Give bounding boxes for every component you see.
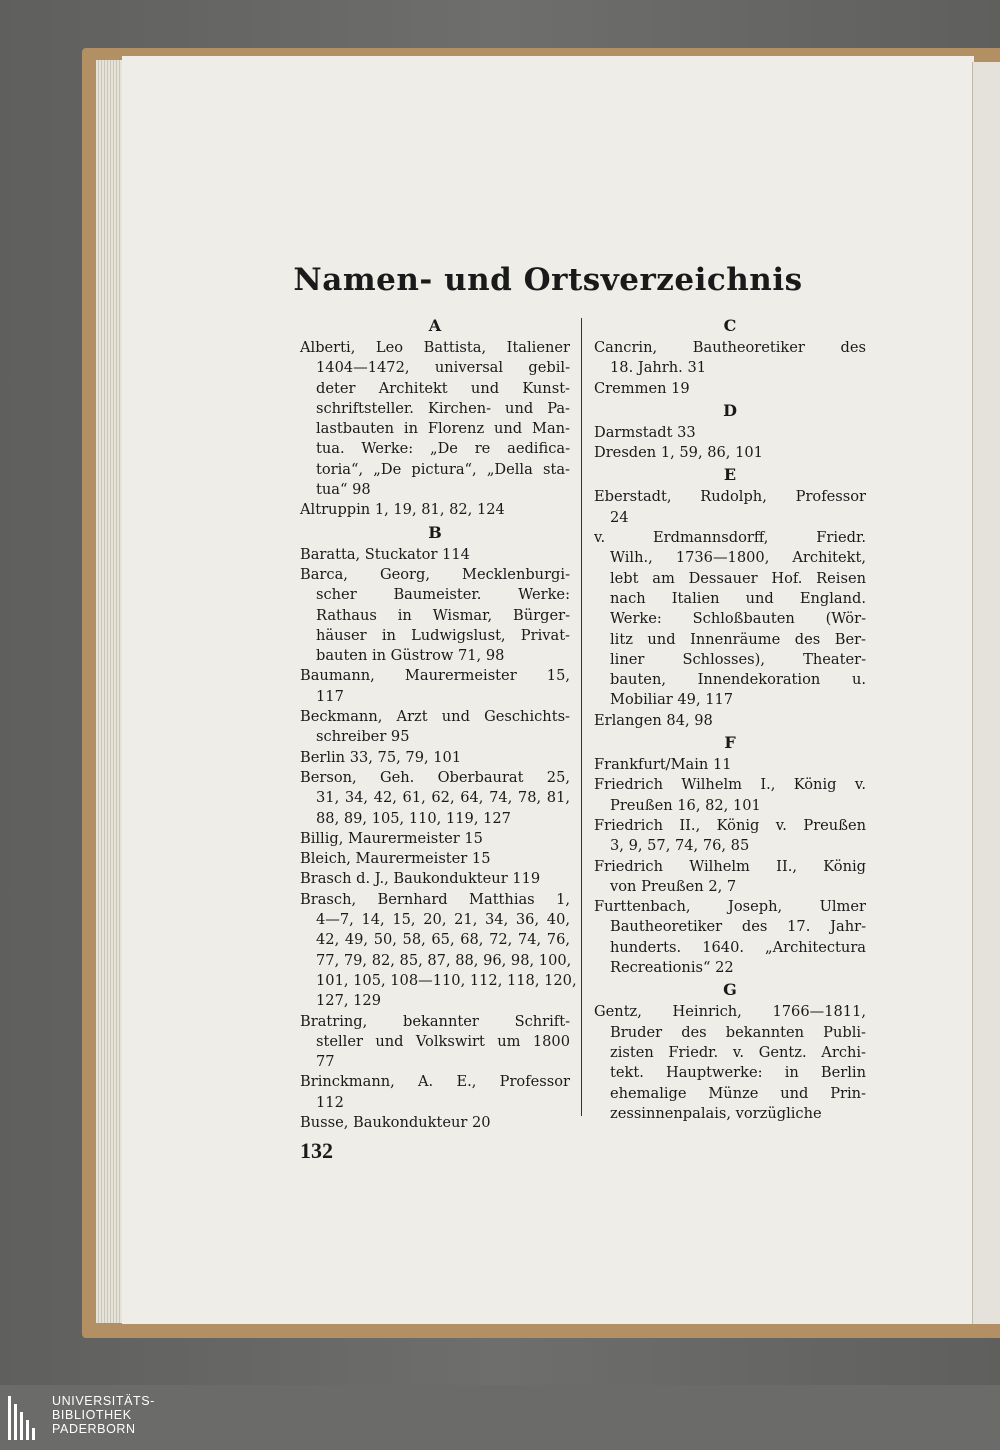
- entry-line: von Preußen 2, 7: [610, 877, 737, 895]
- entry-line: litz und Innenräume des Ber-: [610, 630, 866, 648]
- index-entry: [300, 545, 570, 565]
- entry-line: 4—7, 14, 15, 20, 21, 34, 36, 40,: [316, 911, 570, 929]
- entry-line: Werke: Schloßbauten (Wör-: [610, 610, 866, 628]
- index-entry: [300, 829, 570, 849]
- entry-line: Darmstadt 33: [594, 423, 696, 441]
- index-entry: [594, 443, 866, 463]
- index-entry: [594, 487, 866, 528]
- entry-line: tua“ 98: [316, 481, 371, 499]
- entry-line: tua. Werke: „De re aedifica-: [316, 440, 570, 458]
- index-entry: [594, 755, 866, 775]
- entry-line: 117: [316, 687, 344, 705]
- entry-line: Berson, Geh. Oberbaurat 25,: [300, 768, 570, 786]
- entry-line: Friedrich Wilhelm I., König v.: [594, 776, 866, 794]
- library-logo-line: BIBLIOTHEK: [52, 1408, 132, 1422]
- entry-line: Friedrich Wilhelm II., König: [594, 857, 866, 875]
- entry-line: Gentz, Heinrich, 1766—1811,: [594, 1003, 866, 1021]
- index-entry: [300, 500, 570, 520]
- index-entry: [300, 1113, 570, 1133]
- entry-line: Cremmen 19: [594, 379, 690, 397]
- index-entry: [594, 379, 866, 399]
- entry-line: tekt. Hauptwerke: in Berlin: [610, 1064, 866, 1082]
- entry-line: 77: [316, 1053, 335, 1071]
- section-letter: B: [428, 522, 442, 542]
- entry-line: Wilh., 1736—1800, Architekt,: [610, 549, 866, 567]
- entry-line: Frankfurt/Main 11: [594, 756, 732, 774]
- index-heading: Namen- und Ortsverzeichnis: [293, 262, 803, 298]
- entry-line: scher Baumeister. Werke:: [316, 586, 570, 604]
- entry-line: Brasch, Bernhard Matthias 1,: [300, 890, 570, 908]
- entry-line: bauten in Güstrow 71, 98: [316, 647, 505, 665]
- index-entry: [594, 857, 866, 898]
- index-entry: [300, 707, 570, 748]
- entry-line: schreiber 95: [316, 728, 410, 746]
- entry-line: 88, 89, 105, 110, 119, 127: [316, 809, 511, 827]
- entry-line: Billig, Maurermeister 15: [300, 829, 483, 847]
- entry-line: Brasch d. J., Baukondukteur 119: [300, 870, 541, 888]
- entry-line: Preußen 16, 82, 101: [610, 796, 761, 814]
- entry-line: 3, 9, 57, 74, 76, 85: [610, 837, 750, 855]
- entry-line: lastbauten in Florenz und Man-: [316, 420, 570, 438]
- library-logo-icon: [8, 1396, 44, 1440]
- entry-line: Dresden 1, 59, 86, 101: [594, 444, 763, 462]
- index-entry: [300, 869, 570, 889]
- entry-line: lebt am Dessauer Hof. Reisen: [610, 569, 866, 587]
- entry-line: Barca, Georg, Mecklenburgi-: [300, 565, 570, 583]
- index-column-right: [594, 314, 866, 1124]
- section-letter: D: [723, 400, 737, 420]
- entry-line: Busse, Baukondukteur 20: [300, 1113, 491, 1131]
- index-entry: [594, 897, 866, 978]
- index-entry: [300, 666, 570, 707]
- entry-line: Bruder des bekannten Publi-: [610, 1023, 866, 1041]
- entry-line: 18. Jahrh. 31: [610, 359, 707, 377]
- index-entry: [594, 775, 866, 816]
- entry-line: Furttenbach, Joseph, Ulmer: [594, 898, 866, 916]
- entry-line: Friedrich II., König v. Preußen: [594, 816, 866, 834]
- facing-page-edge: [972, 62, 1000, 1324]
- index-entry: [300, 890, 577, 1012]
- entry-line: v. Erdmannsdorff, Friedr.: [594, 529, 866, 547]
- entry-line: Bratring, bekannter Schrift-: [300, 1012, 570, 1030]
- entry-line: schriftsteller. Kirchen- und Pa-: [316, 399, 570, 417]
- entry-line: liner Schlosses), Theater-: [610, 650, 866, 668]
- entry-line: Alberti, Leo Battista, Italiener: [300, 339, 570, 356]
- entry-line: häuser in Ludwigslust, Privat-: [316, 626, 570, 644]
- library-logo-text: [52, 1394, 155, 1436]
- entry-line: Cancrin, Bautheoretiker des: [594, 339, 866, 356]
- index-entry: [594, 423, 866, 443]
- entry-line: Bautheoretiker des 17. Jahr-: [610, 918, 866, 936]
- section-letter: F: [724, 733, 736, 753]
- entry-line: 24: [610, 508, 629, 526]
- library-logo-line: UNIVERSITÄTS-: [52, 1394, 155, 1408]
- entry-line: Eberstadt, Rudolph, Professor: [594, 488, 866, 506]
- entry-line: 1404—1472, universal gebil-: [316, 359, 570, 377]
- entry-line: Beckmann, Arzt und Geschichts-: [300, 708, 570, 726]
- index-entry: [594, 711, 866, 731]
- entry-line: 127, 129: [316, 992, 381, 1010]
- entry-line: 112: [316, 1093, 344, 1111]
- entry-line: Berlin 33, 75, 79, 101: [300, 748, 462, 766]
- entry-line: zisten Friedr. v. Gentz. Archi-: [610, 1043, 866, 1061]
- entry-line: steller und Volkswirt um 1800: [316, 1032, 570, 1050]
- section-letter: E: [723, 465, 737, 485]
- entry-line: 101, 105, 108—110, 112, 118, 120,: [316, 971, 577, 989]
- entry-line: Recreationis“ 22: [610, 959, 734, 977]
- section-letter: G: [723, 980, 737, 1000]
- index-entry: [300, 338, 570, 500]
- entry-line: 42, 49, 50, 58, 65, 68, 72, 74, 76,: [316, 931, 570, 949]
- entry-line: 77, 79, 82, 85, 87, 88, 96, 98, 100,: [316, 951, 572, 969]
- entry-line: Erlangen 84, 98: [594, 711, 713, 729]
- entry-line: deter Architekt und Kunst-: [316, 379, 570, 397]
- entry-line: Baratta, Stuckator 114: [300, 545, 470, 563]
- entry-line: hunderts. 1640. „Architectura: [610, 938, 866, 956]
- section-letter: C: [723, 316, 737, 335]
- entry-line: Altruppin 1, 19, 81, 82, 124: [300, 501, 505, 519]
- index-entry: [300, 849, 570, 869]
- index-entry: [300, 1012, 570, 1073]
- index-entry: [594, 1002, 866, 1124]
- index-entry: [594, 528, 866, 711]
- entry-line: Baumann, Maurermeister 15,: [300, 667, 570, 685]
- index-entry: [300, 748, 570, 768]
- index-entry: [594, 338, 866, 379]
- entry-line: 31, 34, 42, 61, 62, 64, 74, 78, 81,: [316, 789, 570, 807]
- entry-line: Brinckmann, A. E., Professor: [300, 1073, 570, 1091]
- index-entry: [594, 816, 866, 857]
- entry-line: zessinnenpalais, vorzügliche: [610, 1104, 822, 1122]
- entry-line: Bleich, Maurermeister 15: [300, 850, 491, 868]
- entry-line: ehemalige Münze und Prin-: [610, 1084, 866, 1102]
- entry-line: bauten, Innendekoration u.: [610, 671, 866, 689]
- entry-line: nach Italien und England.: [610, 589, 866, 607]
- section-letter: A: [428, 316, 442, 335]
- index-entry: [300, 768, 570, 829]
- index-entry: [300, 1072, 570, 1113]
- index-column-left: [300, 314, 577, 1133]
- entry-line: Mobiliar 49, 117: [610, 691, 734, 709]
- library-logo-line: PADERBORN: [52, 1422, 136, 1436]
- entry-line: toria“, „De pictura“, „Della sta-: [316, 460, 570, 478]
- page-number: 132: [300, 1138, 333, 1163]
- column-divider: [581, 318, 582, 1116]
- index-entry: [300, 565, 570, 666]
- entry-line: Rathaus in Wismar, Bürger-: [316, 606, 570, 624]
